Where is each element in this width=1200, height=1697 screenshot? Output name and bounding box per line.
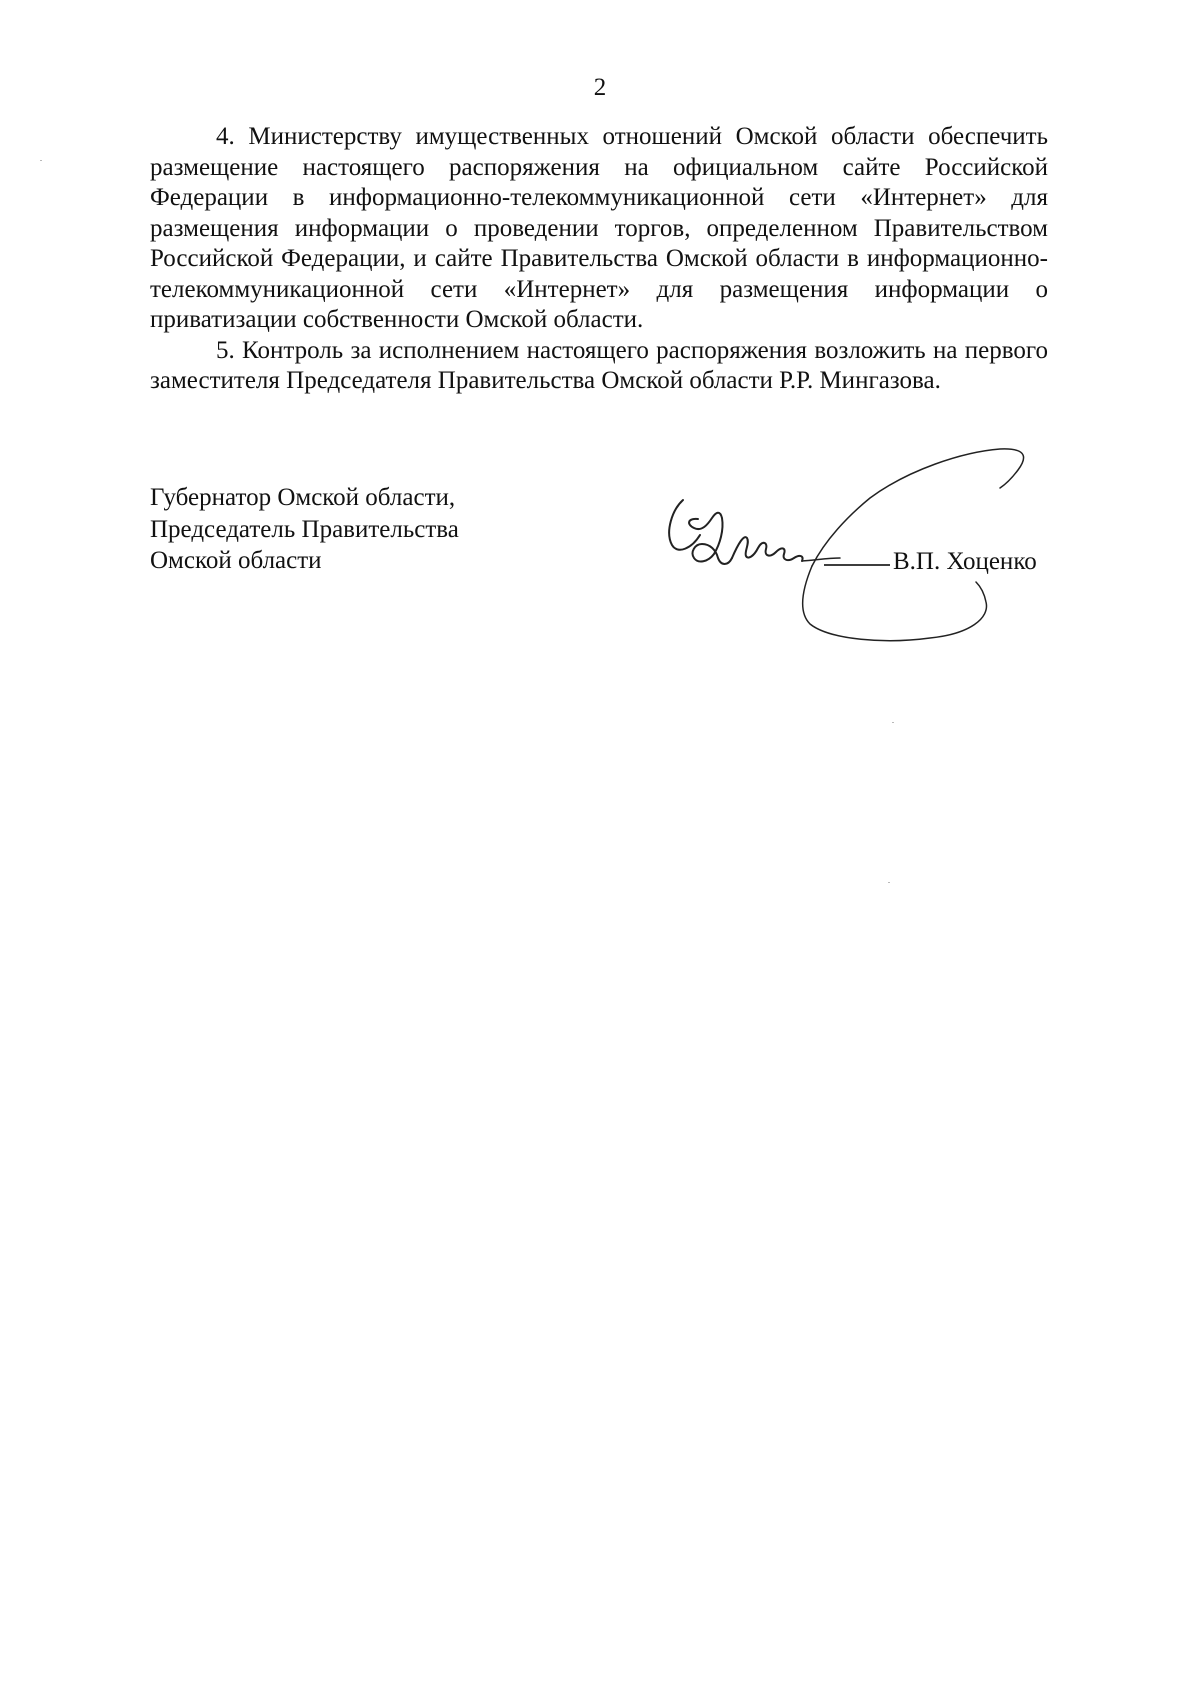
signatory-position-line: Председатель Правительства (150, 515, 459, 543)
handwritten-signature (650, 440, 1050, 650)
signatory-position (150, 482, 459, 577)
paragraph-item-4: 4. Министерству имущественных отношений Омской области обеспечить размещение настоящего распоряжения на официальном сайте Российской Федерации в информационно-телекоммуникационной сети «Интернет» для размещения информации о проведении торгов, определенном Правительством Российской Федерации, и сайте Правительства Омской области в информационно-телекоммуникационной сети «Интернет» для размещения информации о приватизации собственности Омской области. (150, 123, 1048, 333)
page-number: 2 (593, 74, 607, 101)
signatory-position-line: Губернатор Омской области, (150, 484, 456, 511)
document-body (150, 122, 1048, 397)
paragraph-item-5: 5. Контроль за исполнением настоящего распоряжения возложить на первого заместителя Председателя Правительства Омской области Р.Р. Мингазова. (150, 336, 1048, 394)
signer-name: В.П. Хоценко (893, 548, 1037, 575)
scan-speck (888, 882, 890, 883)
scan-speck (892, 722, 894, 723)
scan-speck (40, 160, 42, 161)
signatory-position-line: Омской области (150, 547, 322, 574)
